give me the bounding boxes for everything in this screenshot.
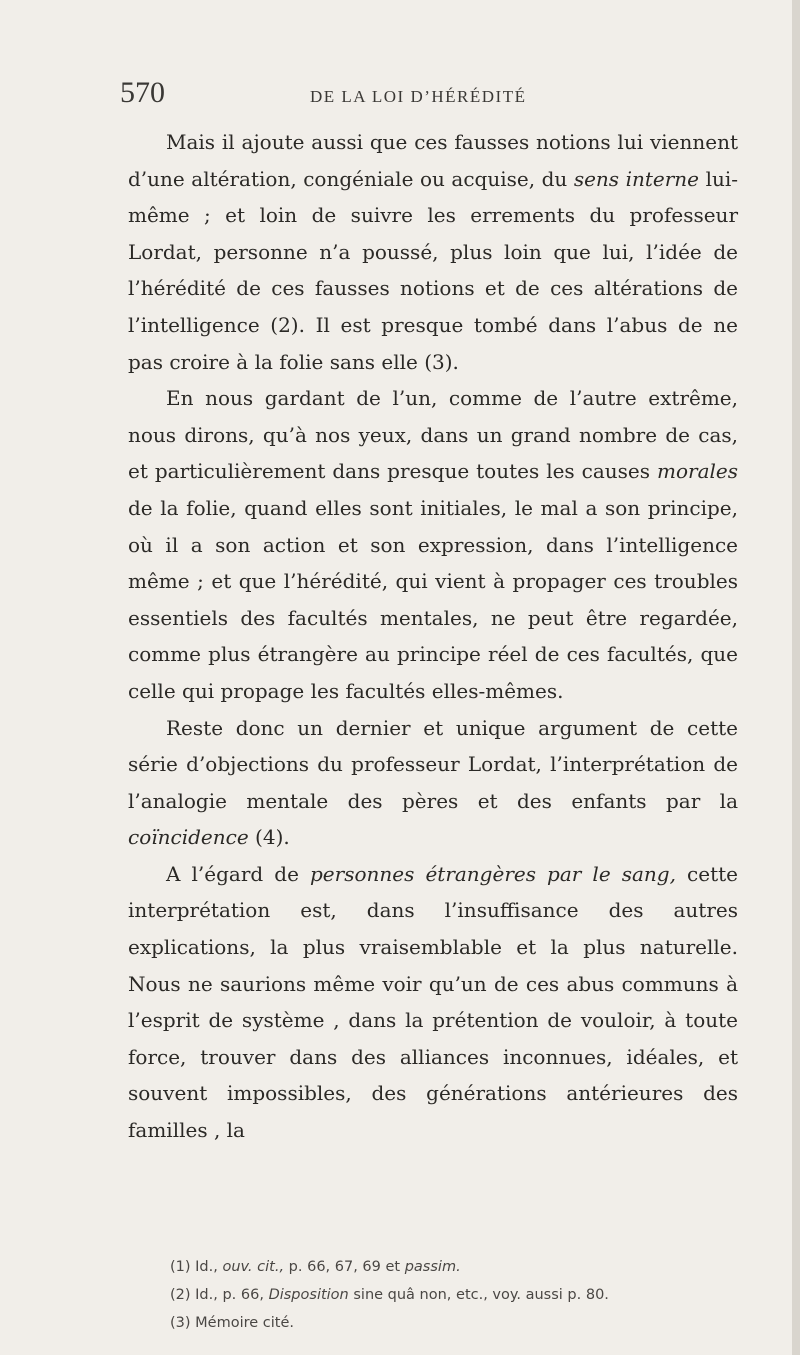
footnote-2-text-a: (2) Id., p. 66, — [170, 1287, 269, 1303]
footnote-2-emphasis: Disposition — [268, 1287, 349, 1303]
paragraph-2 — [128, 380, 738, 709]
footnote-1-emphasis-a: ouv. cit., — [222, 1259, 285, 1275]
paragraph-3-text-b: (4). — [248, 825, 290, 850]
paragraph-3 — [128, 710, 738, 856]
paragraph-2-emphasis: morales — [657, 459, 738, 484]
paragraph-1-text-b: lui-même ; et loin de suivre les errements du professeur Lordat, personne n’a poussé, plus loin que lui, l’idée de l’hérédité de ces fausses notions et de ces altérations de l’intelligence (2). Il est presque tombé dans l’abus de ne pas croire à la folie sans elle (3). — [128, 166, 738, 374]
paragraph-3-text-a: Reste donc un dernier et unique argument de cette série d’objections du professeur Lordat, l’interprétation de l’analogie mentale des pères et des enfants par la — [128, 715, 738, 813]
paragraph-3-emphasis: coïncidence — [128, 825, 249, 850]
footnote-3 — [170, 1309, 740, 1337]
paragraph-1-text-a: Mais il ajoute aussi que ces fausses notions lui viennent d’une altération, congéniale ou acquise, du — [128, 130, 738, 191]
paragraph-1-emphasis: sens interne — [573, 166, 700, 191]
paragraph-4-text-a: A l’égard de — [166, 861, 310, 886]
footnote-1 — [170, 1253, 740, 1281]
footnote-2 — [170, 1281, 740, 1309]
footnote-1-emphasis-b: passim. — [404, 1259, 461, 1275]
body-text — [128, 124, 738, 1149]
paragraph-2-text-a: En nous gardant de l’un, comme de l’autre extrême, nous dirons, qu’à nos yeux, dans un grand nombre de cas, et particulièrement dans presque toutes les causes — [128, 386, 738, 484]
paragraph-4-text-b: cette interprétation est, dans l’insuffisance des autres explications, la plus vraisemblable et la plus naturelle. Nous ne saurions même voir qu’un de ces abus communs à l’esprit de système , dans la prétention de vouloir, à toute force, trouver dans des alliances inconnues, idéales, et souvent impossibles, des générations antérieures des familles , la — [128, 861, 738, 1143]
footnote-3-text: (3) Mémoire cité. — [170, 1315, 294, 1331]
running-head: DE LA LOI D’HÉRÉDITÉ — [310, 87, 527, 106]
footnote-1-text-a: (1) Id., — [170, 1259, 223, 1275]
paragraph-1 — [128, 124, 738, 380]
page-number: 570 — [120, 76, 165, 109]
footnote-2-text-b: sine quâ non, etc., voy. aussi p. 80. — [348, 1287, 609, 1303]
page-header — [120, 76, 760, 116]
paragraph-2-text-b: de la folie, quand elles sont initiales, le mal a son principe, où il a son action et son expression, dans l’intelligence même ; et que l’hérédité, qui vient à propager ces troubles essentiels des facultés mentales, ne peut être regardée, comme plus étrangère au principe réel de ces facultés, que celle qui propage les facultés elles-mêmes. — [128, 495, 738, 703]
footnotes — [170, 1253, 740, 1337]
paragraph-4-emphasis: personnes étrangères par le sang, — [310, 861, 676, 886]
paragraph-4 — [128, 856, 738, 1149]
footnote-1-text-b: p. 66, 67, 69 et — [284, 1259, 405, 1275]
page-edge-shadow — [792, 0, 800, 1355]
